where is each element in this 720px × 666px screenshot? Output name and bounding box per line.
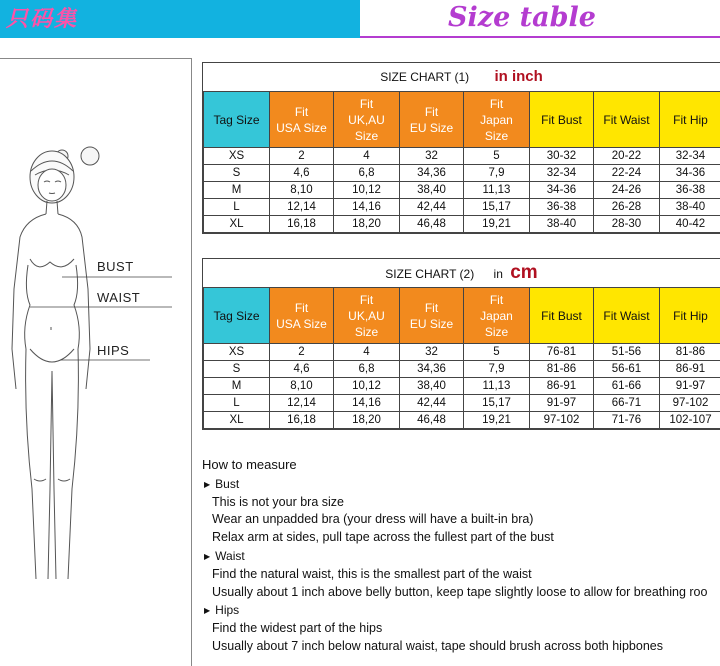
header-title-area bbox=[360, 0, 720, 38]
table-row bbox=[204, 395, 720, 412]
tag-size-cell: M bbox=[204, 182, 270, 199]
table-cell: 15,17 bbox=[464, 395, 530, 412]
table-cell: 38-40 bbox=[530, 216, 594, 233]
chart-unit-label: cm bbox=[510, 262, 538, 283]
column-header: Fit Japan Size bbox=[464, 92, 530, 148]
table-cell: 7,9 bbox=[464, 361, 530, 378]
table-cell: 4,6 bbox=[270, 165, 334, 182]
table-cell: 5 bbox=[464, 344, 530, 361]
table-cell: 38-40 bbox=[660, 199, 720, 216]
column-header: Fit EU Size bbox=[400, 92, 464, 148]
size-chart-inch-title bbox=[203, 63, 720, 91]
table-cell: 20-22 bbox=[594, 148, 660, 165]
column-header: Fit Waist bbox=[594, 288, 660, 344]
table-row bbox=[204, 412, 720, 429]
header-banner bbox=[0, 0, 360, 38]
table-cell: 34,36 bbox=[400, 361, 464, 378]
table-row bbox=[204, 344, 720, 361]
table-cell: 11,13 bbox=[464, 182, 530, 199]
table-cell: 14,16 bbox=[334, 395, 400, 412]
table-cell: 15,17 bbox=[464, 199, 530, 216]
table-cell: 34-36 bbox=[530, 182, 594, 199]
table-cell: 46,48 bbox=[400, 216, 464, 233]
table-row bbox=[204, 199, 720, 216]
tag-size-cell: XS bbox=[204, 148, 270, 165]
table-cell: 22-24 bbox=[594, 165, 660, 182]
column-header: Tag Size bbox=[204, 92, 270, 148]
table-cell: 81-86 bbox=[660, 344, 720, 361]
measure-instruction: Wear an unpadded bra (your dress will have a built-in bra) bbox=[212, 512, 534, 527]
table-cell: 30-32 bbox=[530, 148, 594, 165]
bullet-icon: ▶ bbox=[204, 551, 211, 561]
tag-size-cell: S bbox=[204, 165, 270, 182]
measure-section-label: Waist bbox=[215, 548, 245, 563]
tag-size-cell: XS bbox=[204, 344, 270, 361]
measure-instruction: Relax arm at sides, pull tape across the fullest part of the bust bbox=[212, 530, 554, 545]
table-cell: 36-38 bbox=[660, 182, 720, 199]
table-cell: 36-38 bbox=[530, 199, 594, 216]
column-header: Fit Bust bbox=[530, 92, 594, 148]
table-cell: 38,40 bbox=[400, 182, 464, 199]
table-cell: 97-102 bbox=[660, 395, 720, 412]
table-cell: 16,18 bbox=[270, 412, 334, 429]
table-cell: 97-102 bbox=[530, 412, 594, 429]
body-figure-illustration bbox=[0, 59, 192, 666]
chart-title-text: SIZE CHART (2) bbox=[385, 267, 475, 281]
header-underline bbox=[360, 36, 720, 38]
column-header: Fit Bust bbox=[530, 288, 594, 344]
table-cell: 2 bbox=[270, 344, 334, 361]
size-table-inch bbox=[203, 91, 720, 233]
measure-section-label: Bust bbox=[215, 476, 240, 491]
measure-instruction: Find the widest part of the hips bbox=[212, 621, 383, 636]
column-header: Tag Size bbox=[204, 288, 270, 344]
table-cell: 32 bbox=[400, 148, 464, 165]
column-header: Fit USA Size bbox=[270, 288, 334, 344]
table-cell: 14,16 bbox=[334, 199, 400, 216]
column-header: Fit Japan Size bbox=[464, 288, 530, 344]
table-cell: 24-26 bbox=[594, 182, 660, 199]
table-cell: 26-28 bbox=[594, 199, 660, 216]
size-chart-cm bbox=[202, 258, 720, 430]
tag-size-cell: L bbox=[204, 395, 270, 412]
table-cell: 76-81 bbox=[530, 344, 594, 361]
table-cell: 46,48 bbox=[400, 412, 464, 429]
table-cell: 86-91 bbox=[530, 378, 594, 395]
table-cell: 34-36 bbox=[660, 165, 720, 182]
table-cell: 16,18 bbox=[270, 216, 334, 233]
tag-size-cell: L bbox=[204, 199, 270, 216]
how-to-measure bbox=[202, 456, 720, 656]
table-row bbox=[204, 378, 720, 395]
measure-section-heading bbox=[202, 548, 720, 566]
body-figure-panel bbox=[0, 58, 192, 666]
table-cell: 91-97 bbox=[660, 378, 720, 395]
hips-label: HIPS bbox=[97, 343, 130, 358]
measure-instruction: This is not your bra size bbox=[212, 494, 344, 509]
chart-title-text: SIZE CHART (1) bbox=[380, 70, 470, 84]
table-cell: 4 bbox=[334, 148, 400, 165]
tag-size-cell: XL bbox=[204, 412, 270, 429]
table-cell: 42,44 bbox=[400, 199, 464, 216]
table-cell: 11,13 bbox=[464, 378, 530, 395]
table-cell: 34,36 bbox=[400, 165, 464, 182]
tag-size-cell: XL bbox=[204, 216, 270, 233]
table-row bbox=[204, 361, 720, 378]
table-cell: 81-86 bbox=[530, 361, 594, 378]
table-cell: 86-91 bbox=[660, 361, 720, 378]
table-cell: 19,21 bbox=[464, 216, 530, 233]
table-cell: 10,12 bbox=[334, 378, 400, 395]
page-title: Size table bbox=[448, 2, 596, 33]
table-header-row bbox=[204, 92, 720, 148]
table-cell: 56-61 bbox=[594, 361, 660, 378]
table-cell: 32-34 bbox=[530, 165, 594, 182]
table-row bbox=[204, 182, 720, 199]
measure-instruction: Usually about 7 inch below natural waist, tape should brush across both hipbones bbox=[212, 638, 663, 653]
table-cell: 2 bbox=[270, 148, 334, 165]
column-header: Fit UK,AU Size bbox=[334, 288, 400, 344]
column-header: Fit USA Size bbox=[270, 92, 334, 148]
table-cell: 71-76 bbox=[594, 412, 660, 429]
table-cell: 61-66 bbox=[594, 378, 660, 395]
tag-size-cell: S bbox=[204, 361, 270, 378]
bullet-icon: ▶ bbox=[204, 606, 211, 616]
table-row bbox=[204, 165, 720, 182]
bullet-icon: ▶ bbox=[204, 479, 211, 489]
table-cell: 12,14 bbox=[270, 395, 334, 412]
tag-size-cell: M bbox=[204, 378, 270, 395]
table-cell: 8,10 bbox=[270, 378, 334, 395]
how-to-measure-title: How to measure bbox=[202, 457, 297, 472]
table-cell: 38,40 bbox=[400, 378, 464, 395]
waist-label: WAIST bbox=[97, 290, 141, 305]
table-cell: 4 bbox=[334, 344, 400, 361]
measure-section-label: Hips bbox=[215, 603, 240, 618]
measure-section-heading bbox=[202, 476, 720, 494]
table-cell: 42,44 bbox=[400, 395, 464, 412]
measure-instruction: Find the natural waist, this is the smallest part of the waist bbox=[212, 566, 532, 581]
table-cell: 4,6 bbox=[270, 361, 334, 378]
column-header: Fit Hip bbox=[660, 92, 720, 148]
table-cell: 18,20 bbox=[334, 412, 400, 429]
table-cell: 66-71 bbox=[594, 395, 660, 412]
table-cell: 5 bbox=[464, 148, 530, 165]
chart-unit-label: in inch bbox=[494, 68, 543, 85]
column-header: Fit Hip bbox=[660, 288, 720, 344]
brand-logo: 只码集 bbox=[6, 6, 79, 32]
table-cell: 8,10 bbox=[270, 182, 334, 199]
size-chart-cm-title bbox=[203, 259, 720, 287]
table-cell: 6,8 bbox=[334, 165, 400, 182]
column-header: Fit Waist bbox=[594, 92, 660, 148]
table-cell: 28-30 bbox=[594, 216, 660, 233]
column-header: Fit UK,AU Size bbox=[334, 92, 400, 148]
bust-label: BUST bbox=[97, 259, 134, 274]
size-chart-inch bbox=[202, 62, 720, 234]
measure-instruction: Usually about 1 inch above belly button, keep tape slightly loose to allow for breathing roo bbox=[212, 584, 708, 599]
table-cell: 7,9 bbox=[464, 165, 530, 182]
table-cell: 12,14 bbox=[270, 199, 334, 216]
column-header: Fit EU Size bbox=[400, 288, 464, 344]
table-cell: 6,8 bbox=[334, 361, 400, 378]
table-cell: 10,12 bbox=[334, 182, 400, 199]
table-cell: 18,20 bbox=[334, 216, 400, 233]
table-cell: 102-107 bbox=[660, 412, 720, 429]
table-cell: 91-97 bbox=[530, 395, 594, 412]
chart-unit-prefix: in bbox=[493, 267, 503, 281]
how-to-measure-sections bbox=[202, 476, 720, 656]
table-row bbox=[204, 148, 720, 165]
table-header-row bbox=[204, 288, 720, 344]
table-cell: 40-42 bbox=[660, 216, 720, 233]
table-cell: 32-34 bbox=[660, 148, 720, 165]
table-cell: 19,21 bbox=[464, 412, 530, 429]
measure-section-heading bbox=[202, 602, 720, 620]
table-cell: 51-56 bbox=[594, 344, 660, 361]
table-cell: 32 bbox=[400, 344, 464, 361]
size-table-cm bbox=[203, 287, 720, 429]
table-row bbox=[204, 216, 720, 233]
